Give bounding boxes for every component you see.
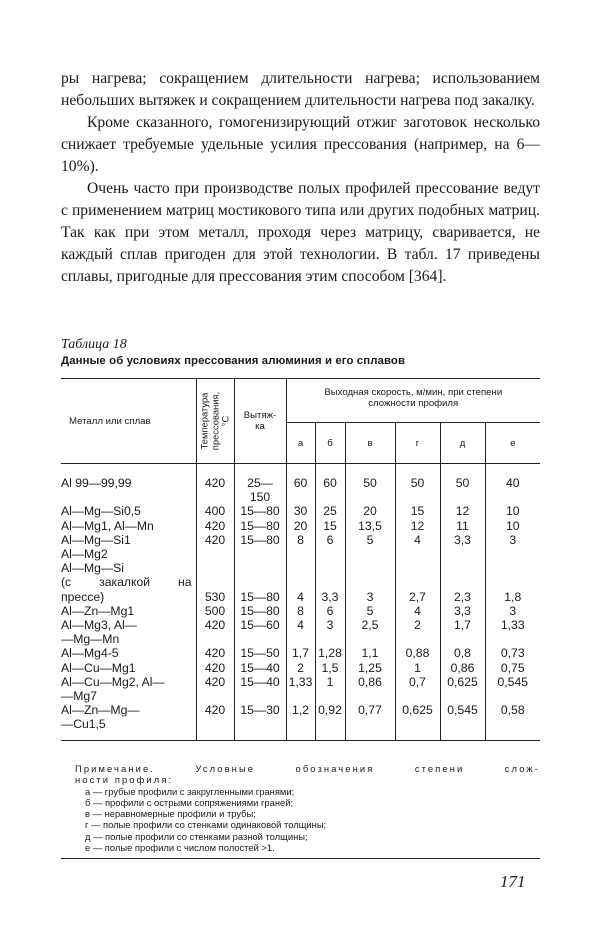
speed-cell: 1,7 — [286, 646, 315, 660]
speed-cell: 3,3 — [440, 533, 485, 547]
speed-cell: 20 — [345, 504, 395, 518]
paragraph: ры нагрева; сокращением длительности нагрева; использованием небольших вытяжек и сокращением длительности нагрева под закалку. — [61, 70, 540, 109]
temperature-cell: 420 — [196, 661, 234, 675]
note-item: а — грубые профили с закругленными гранями; — [85, 785, 295, 797]
metal-line: Al—Cu—Mg2, Al— — [61, 674, 165, 689]
vytyazhka-cell — [234, 519, 286, 533]
speed-cell: 2 — [395, 618, 440, 646]
speed-cell: 0,8 — [440, 646, 485, 660]
table-row — [61, 646, 540, 660]
speed-cell: 1,5 — [315, 661, 345, 675]
speed-cell: 30 — [286, 504, 315, 518]
temperature-cell: 420 — [196, 703, 234, 740]
speed-cell: 11 — [440, 519, 485, 533]
vytyazhka-cell — [234, 533, 286, 547]
vytyazhka-line: 15—80 — [240, 532, 280, 547]
note-item: е — полые профили с числом полостей >1. — [85, 842, 275, 854]
metal-cell — [61, 646, 196, 660]
speed-cell: 20 — [286, 519, 315, 533]
metal-cell — [61, 464, 196, 505]
metal-line: —Mg—Mn — [61, 632, 120, 647]
speed-cell: 2,5 — [345, 618, 395, 646]
speed-cell: 2 — [286, 661, 315, 675]
note-item: б — профили с острыми сопряжениями граней; — [85, 796, 294, 808]
speed-cell: 4 — [286, 547, 315, 604]
speed-cell: 1,25 — [345, 661, 395, 675]
vytyazhka-line: 150 — [249, 490, 271, 505]
note-heading-line: Примечание. Условные обозначения степени слож- — [75, 763, 540, 774]
metal-cell — [61, 604, 196, 618]
speed-cell: 3 — [485, 604, 540, 618]
vytyazhka-line: 15—80 — [240, 518, 280, 533]
metal-cell — [61, 661, 196, 675]
speed-cell: 1,1 — [345, 646, 395, 660]
page-number: 171 — [500, 872, 526, 891]
speed-cell: 50 — [395, 464, 440, 505]
speed-cell: 50 — [440, 464, 485, 505]
vytyazhka-cell — [234, 618, 286, 646]
speed-cell: 0,545 — [440, 703, 485, 740]
speed-cell: 1,28 — [315, 646, 345, 660]
header-complexity-2: б — [315, 423, 345, 464]
speed-cell: 15 — [395, 504, 440, 518]
metal-cell — [61, 533, 196, 547]
speed-cell: 2,3 — [440, 547, 485, 604]
speed-cell: 15 — [315, 519, 345, 533]
vytyazhka-line: 15—80 — [240, 504, 280, 519]
speed-cell: 1,8 — [485, 547, 540, 604]
speed-cell: 1,2 — [286, 703, 315, 740]
metal-cell — [61, 519, 196, 533]
metal-cell — [61, 675, 196, 703]
temperature-cell: 420 — [196, 533, 234, 547]
speed-cell: 8 — [286, 604, 315, 618]
speed-cell: 3,3 — [315, 547, 345, 604]
speed-cell: 10 — [485, 519, 540, 533]
speed-cell: 0,88 — [395, 646, 440, 660]
speed-cell: 1,7 — [440, 618, 485, 646]
speed-cell: 25 — [315, 504, 345, 518]
metal-cell — [61, 504, 196, 518]
speed-cell: 5 — [345, 533, 395, 547]
metal-cell — [61, 547, 196, 604]
speed-cell: 60 — [315, 464, 345, 505]
table-row — [61, 547, 540, 604]
speed-cell: 0,77 — [345, 703, 395, 740]
vytyazhka-line: 15—30 — [240, 703, 280, 718]
temperature-cell: 420 — [196, 618, 234, 646]
table-note — [75, 763, 540, 854]
vytyazhka-cell — [234, 547, 286, 604]
speed-cell: 4 — [395, 533, 440, 547]
metal-cell — [61, 618, 196, 646]
table-row — [61, 675, 540, 703]
header-complexity-3: в — [345, 423, 395, 464]
vytyazhka-cell — [234, 504, 286, 518]
speed-cell: 0,73 — [485, 646, 540, 660]
note-heading — [75, 763, 540, 786]
paragraph: Очень часто при производстве полых профилей прессование ведут с применением матриц мостикового типа или других подобных матриц. Так как при этом металл, проходя через матрицу, сваривается, не каждый сплав пригоден для этой технологии. В табл. 17 приведены сплавы, пригодные для прессования этим способом [364]. — [61, 180, 540, 285]
speed-cell: 1 — [395, 661, 440, 675]
speed-cell: 50 — [345, 464, 395, 505]
speed-cell: 6 — [315, 604, 345, 618]
speed-cell: 2,7 — [395, 547, 440, 604]
header-complexity-4: г — [395, 423, 440, 464]
paragraph: Кроме сказанного, гомогенизирующий отжиг заготовок несколько снижает требуемые удельные усилия прессования (например, на 6—10%). — [61, 114, 540, 175]
speed-cell: 8 — [286, 533, 315, 547]
metal-line: Al 99—99,99 — [61, 476, 132, 490]
metal-line: Al—Mg—Si0,5 — [61, 504, 141, 519]
temperature-cell: 500 — [196, 604, 234, 618]
speed-cell: 40 — [485, 464, 540, 505]
vytyazhka-cell — [234, 646, 286, 660]
temperature-cell: 420 — [196, 646, 234, 660]
speed-cell: 60 — [286, 464, 315, 505]
table-row — [61, 519, 540, 533]
note-item: д — полые профили со стенками разной толщины; — [85, 830, 308, 842]
table-row — [61, 703, 540, 740]
table-caption: Таблица 18 — [61, 337, 127, 352]
speed-cell: 0,625 — [395, 703, 440, 740]
metal-line: Al—Mg3, Al— — [61, 618, 137, 633]
header-complexity-5: д — [440, 423, 485, 464]
speed-cell: 0,75 — [485, 661, 540, 675]
metal-line: Al—Cu—Mg1 — [61, 660, 136, 675]
metal-line: —Mg7 — [61, 689, 97, 704]
table-row — [61, 464, 540, 505]
header-speed: Выходная скорость, м/мин, при степени сложности профиля — [286, 379, 540, 423]
table-row — [61, 533, 540, 547]
temperature-cell: 400 — [196, 504, 234, 518]
speed-cell: 1,33 — [485, 618, 540, 646]
vytyazhka-line: 15—80 — [240, 589, 280, 604]
speed-cell: 0,92 — [315, 703, 345, 740]
speed-cell: 0,545 — [485, 675, 540, 703]
table-row — [61, 504, 540, 518]
data-table — [61, 378, 540, 741]
metal-line: Al—Mg1, Al—Mn — [61, 518, 154, 533]
table-title: Данные об условиях прессования алюминия и его сплавов — [61, 355, 406, 367]
table-row — [61, 604, 540, 618]
speed-cell: 5 — [345, 604, 395, 618]
metal-cell — [61, 703, 196, 740]
note-item: г — полые профили со стенками одинаковой толщины; — [85, 819, 327, 831]
temperature-cell: 420 — [196, 675, 234, 703]
vytyazhka-cell — [234, 675, 286, 703]
vytyazhka-cell — [234, 464, 286, 505]
metal-line: Al—Mg—Si1 — [61, 532, 131, 547]
speed-cell: 0,86 — [440, 661, 485, 675]
temperature-cell: 420 — [196, 519, 234, 533]
bottom-rule — [61, 858, 540, 859]
note-heading-line: ности профиля: — [75, 774, 174, 786]
vytyazhka-line: 15—40 — [240, 660, 280, 675]
speed-cell: 12 — [440, 504, 485, 518]
metal-line: Al—Mg2 — [61, 547, 108, 562]
table-row — [61, 618, 540, 646]
table-row — [61, 661, 540, 675]
speed-cell: 0,625 — [440, 675, 485, 703]
metal-line: (с закалкой на — [61, 575, 192, 590]
vytyazhka-line: 15—80 — [240, 603, 280, 618]
speed-cell: 0,58 — [485, 703, 540, 740]
speed-cell: 3 — [315, 618, 345, 646]
body-text — [61, 68, 540, 288]
vytyazhka-cell — [234, 703, 286, 740]
metal-line: Al—Mg4-5 — [61, 646, 119, 661]
speed-cell: 0,86 — [345, 675, 395, 703]
speed-cell: 3,3 — [440, 604, 485, 618]
speed-cell: 3 — [485, 533, 540, 547]
temperature-cell: 420 — [196, 464, 234, 505]
vytyazhka-line: 25— — [247, 476, 273, 490]
temperature-cell: 530 — [196, 547, 234, 604]
vytyazhka-line: 15—50 — [240, 646, 280, 661]
speed-cell: 13,5 — [345, 519, 395, 533]
speed-cell: 3 — [345, 547, 395, 604]
metal-line: Al—Zn—Mg— — [61, 703, 140, 718]
note-item: в — неравномерные профили и трубы; — [85, 808, 256, 820]
speed-cell: 4 — [395, 604, 440, 618]
speed-cell: 1 — [315, 675, 345, 703]
metal-line: Al—Zn—Mg1 — [61, 603, 135, 618]
speed-cell: 0,7 — [395, 675, 440, 703]
speed-cell: 4 — [286, 618, 315, 646]
metal-line: —Cu1,5 — [61, 717, 106, 732]
speed-cell: 6 — [315, 533, 345, 547]
metal-line: Al—Mg—Si — [61, 561, 124, 576]
header-vytyazhka: Вытяж- ка — [234, 379, 286, 464]
vytyazhka-line: 15—40 — [240, 674, 280, 689]
header-metal: Металл или сплав — [61, 379, 196, 464]
vytyazhka-cell — [234, 661, 286, 675]
speed-cell: 10 — [485, 504, 540, 518]
speed-cell: 1,33 — [286, 675, 315, 703]
header-complexity-1: а — [286, 423, 315, 464]
speed-cell: 12 — [395, 519, 440, 533]
vytyazhka-line: 15—60 — [240, 618, 280, 633]
metal-line: прессе) — [61, 589, 105, 604]
vytyazhka-cell — [234, 604, 286, 618]
header-temperature-label: Температура прессования, °С — [198, 391, 231, 451]
header-complexity-6: е — [485, 423, 540, 464]
header-temperature — [196, 379, 234, 464]
